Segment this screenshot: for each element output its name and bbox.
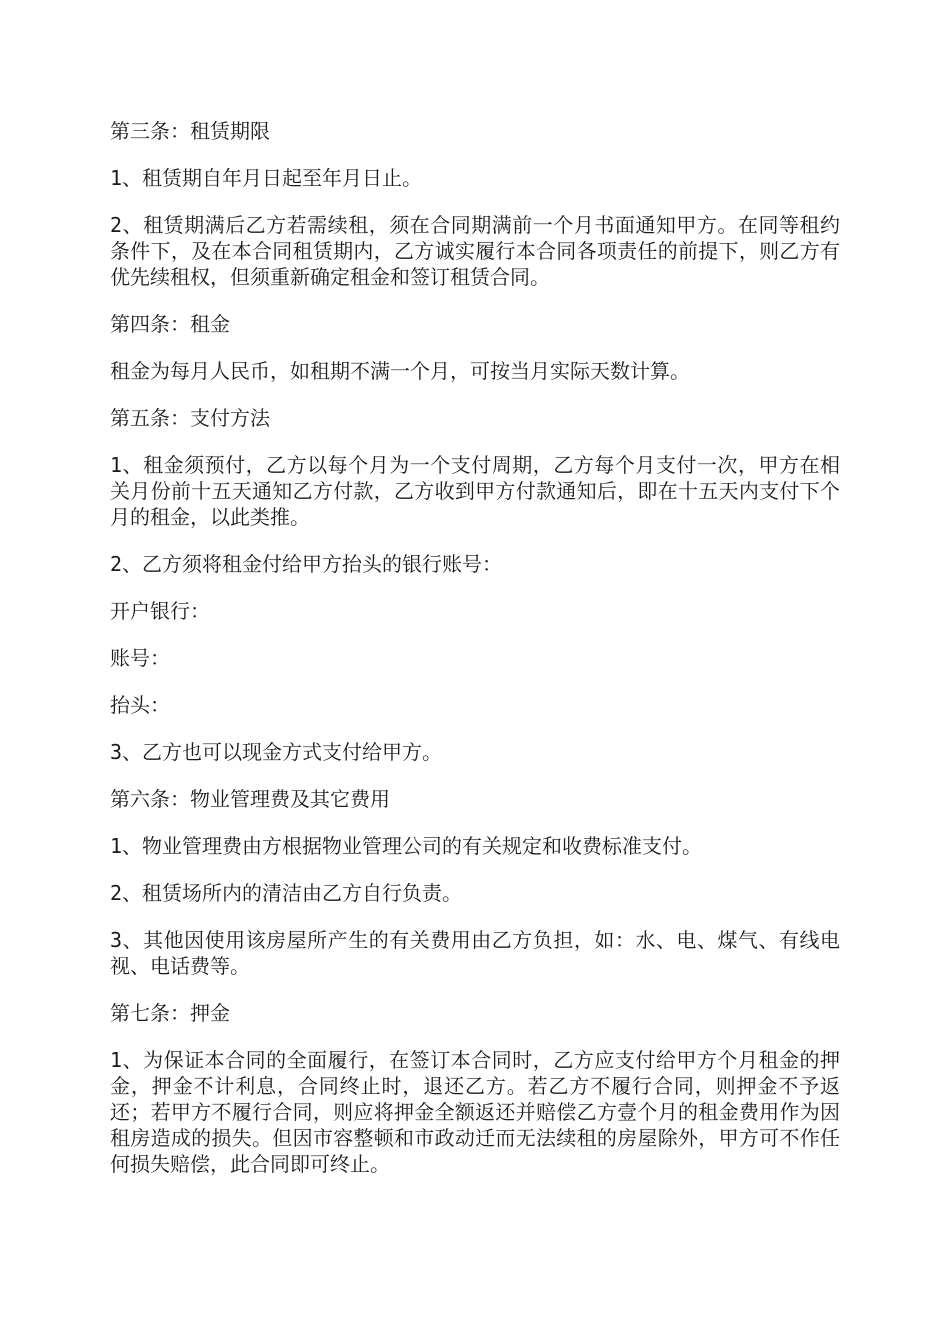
bank-name-field: 开户银行： [110, 599, 210, 623]
section-heading-5: 第五条：支付方法 [110, 406, 270, 430]
section-heading-4: 第四条：租金 [110, 312, 230, 336]
section-heading-7: 第七条：押金 [110, 1001, 230, 1025]
paragraph: 1、为保证本合同的全面履行，在签订本合同时，乙方应支付给甲方个月租金的押金，押金不计利息，合同终止时，退还乙方。若乙方不履行合同，则押金不予返还；若甲方不履行合同，则应将押金全额返还并赔偿乙方壹个月的租金费用作为因租房造成的损失。但因市容整顿和市政动迁而无法续租的房屋除外，甲方可不作任何损失赔偿，此合同即可终止。 [110, 1048, 840, 1176]
paragraph: 1、物业管理费由方根据物业管理公司的有关规定和收费标准支付。 [110, 834, 703, 858]
account-number-field: 账号： [110, 646, 170, 670]
section-heading-3: 第三条：租赁期限 [110, 119, 270, 143]
paragraph: 3、其他因使用该房屋所产生的有关费用由乙方负担，如：水、电、煤气、有线电视、电话费等。 [110, 928, 840, 978]
paragraph: 1、租金须预付，乙方以每个月为一个支付周期，乙方每个月支付一次，甲方在相关月份前十五天通知乙方付款，乙方收到甲方付款通知后，即在十五天内支付下个月的租金，以此类推。 [110, 453, 840, 529]
account-title-field: 抬头： [110, 693, 170, 717]
paragraph: 2、租赁期满后乙方若需续租，须在合同期满前一个月书面通知甲方。在同等租约条件下，及在本合同租赁期内，乙方诚实履行本合同各项责任的前提下，则乙方有优先续租权，但须重新确定租金和签订租赁合同。 [110, 213, 840, 289]
document-page [110, 118, 840, 1198]
paragraph: 3、乙方也可以现金方式支付给甲方。 [110, 740, 443, 764]
paragraph: 2、租赁场所内的清洁由乙方自行负责。 [110, 881, 463, 905]
section-heading-6: 第六条：物业管理费及其它费用 [110, 787, 390, 811]
paragraph: 2、乙方须将租金付给甲方抬头的银行账号： [110, 552, 503, 576]
paragraph: 租金为每月人民币，如租期不满一个月，可按当月实际天数计算。 [110, 359, 690, 383]
paragraph: 1、租赁期自年月日起至年月日止。 [110, 166, 423, 190]
